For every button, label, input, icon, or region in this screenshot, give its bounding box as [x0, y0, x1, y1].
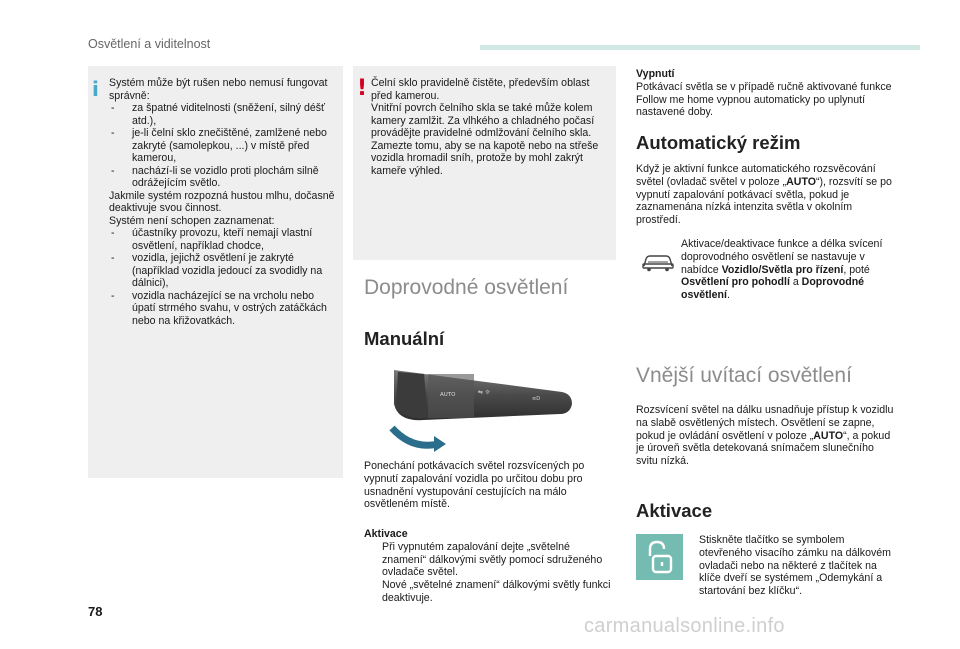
- bullet-icon: [364, 579, 382, 605]
- list-item: - za špatné viditelnosti (sněžení, silný déšť atd.),: [111, 102, 325, 127]
- info-icon: i: [92, 77, 99, 101]
- switch-off-label: Vypnutí: [636, 68, 675, 80]
- manual-activation-block: [364, 528, 614, 605]
- warning-icon: !: [357, 76, 368, 101]
- page-number: 78: [88, 604, 103, 619]
- car-settings-text: Aktivace/deaktivace funkce a délka svícení doprovodného osvětlení se nastavuje v nabídce Vozidlo/Světla pro řízení, poté Osvětlení pro pohodlí a Doprovodné osvětlení.: [681, 238, 883, 302]
- svg-text:⇋ ☼: ⇋ ☼: [478, 389, 491, 396]
- activation-label: Aktivace: [364, 528, 408, 540]
- svg-text:AUTO: AUTO: [440, 392, 456, 398]
- watermark: carmanualsonline.info: [584, 615, 785, 637]
- info-note-intro-2: Systém není schopen zaznamenat:: [109, 214, 275, 227]
- warning-note-text: [371, 77, 609, 177]
- list-item: - účastníky provozu, kteří nemají vlastní osvětlení, například chodce,: [111, 227, 313, 252]
- unlock-padlock-icon: [636, 534, 683, 580]
- activation-steps: [681, 534, 897, 598]
- list-item: Při vypnutém zapalování dejte „světelné znamení“ dálkovými světly pomocí sdruženého ovladače světel.: [364, 541, 614, 579]
- section-title-welcome-lighting: Vnější uvítací osvětlení: [636, 364, 852, 387]
- warning-paragraph: Vnitřní povrch čelního skla se také může kolem kamery zamlžit. Za vlhkého a chladného počasí provádějte pravidelné odmlžování čelního skla.: [371, 102, 595, 139]
- list-item: - vozidla nacházející se na vrcholu nebo úpatí strmého svahu, v ostrých zatáčkách nebo na křižovatkách.: [111, 289, 327, 327]
- info-note-box: [88, 66, 343, 478]
- subsection-title-manual: Manuální: [364, 328, 445, 349]
- info-note-intro: Systém může být rušen nebo nemusí fungovat správně:: [109, 77, 328, 102]
- warning-note-box: [353, 66, 616, 260]
- subsection-title-activation: Aktivace: [636, 500, 713, 521]
- car-settings-icon: [642, 252, 674, 272]
- warning-paragraph: Zamezte tomu, aby se na kapotě nebo na střeše vozidla hromadil sníh, protože by mohl zakrýt kameře výhled.: [371, 139, 599, 177]
- automatic-mode-text: Když je aktivní funkce automatického rozsvěcování světel (ovladač světel v poloze „AUTO“), rozsvítí se po vypnutí zapalování potkávací světla, pokud je zaznamenána nízká intenzita světla v okolním prostředí.: [636, 163, 892, 227]
- bullet-icon: [681, 534, 699, 598]
- subsection-title-automatic: Automatický režim: [636, 132, 801, 153]
- warning-paragraph: Čelní sklo pravidelně čistěte, především oblast před kamerou.: [371, 77, 590, 102]
- follow-me-home-description: Ponechání potkávacích světel rozsvícených po vypnutí zapalování vozidla po určitou dobu pro usnadnění vystupování cestujících na málo osvětleném místě.: [364, 460, 585, 511]
- chapter-title: Osvětlení a viditelnost: [88, 37, 211, 51]
- section-title-follow-me-home: Doprovodné osvětlení: [364, 276, 569, 299]
- info-note-middle: Jakmile systém rozpozná hustou mlhu, dočasně deaktivuje svou činnost.: [109, 189, 335, 214]
- list-item: - je-li čelní sklo znečištěné, zamlžené nebo zakryté (samolepkou, ...) v místě před kamerou,: [111, 127, 327, 164]
- list-item: - nachází-li se vozidlo proti plochám silně odrážejícím světlo.: [111, 164, 319, 189]
- lighting-stalk-illustration: [384, 364, 580, 460]
- welcome-lighting-text: Rozsvícení světel na dálku usnadňuje přístup k vozidlu na slabě osvětlených místech. Osvětlení se zapne, pokud je ovládání osvětlení v poloze „AUTO“, a pokud je úroveň světla detekovaná snímačem slunečního svitu nízká.: [636, 404, 894, 468]
- info-note-text: [109, 77, 337, 327]
- switch-off-block: [636, 68, 898, 119]
- switch-off-text: Potkávací světla se v případě ručně aktivované funkce Follow me home vypnou automaticky po uplynutí nastavené doby.: [636, 80, 892, 119]
- list-item: Nové „světelné znamení“ dálkovými světly funkci deaktivuje.: [364, 579, 614, 605]
- svg-text:≡D: ≡D: [532, 396, 541, 402]
- list-item: - vozidla, jejichž osvětlení je zakryté (například vozidla jedoucí za svodidly na dálnici),: [111, 252, 323, 289]
- chapter-accent-bar: [480, 45, 920, 50]
- bullet-icon: [364, 541, 382, 579]
- list-item: Stiskněte tlačítko se symbolem otevřeného visacího zámku na dálkovém ovladači nebo na některé z tlačítek na klíče dveří se systémem „Odemykání a startování bez klíčku“.: [681, 534, 897, 598]
